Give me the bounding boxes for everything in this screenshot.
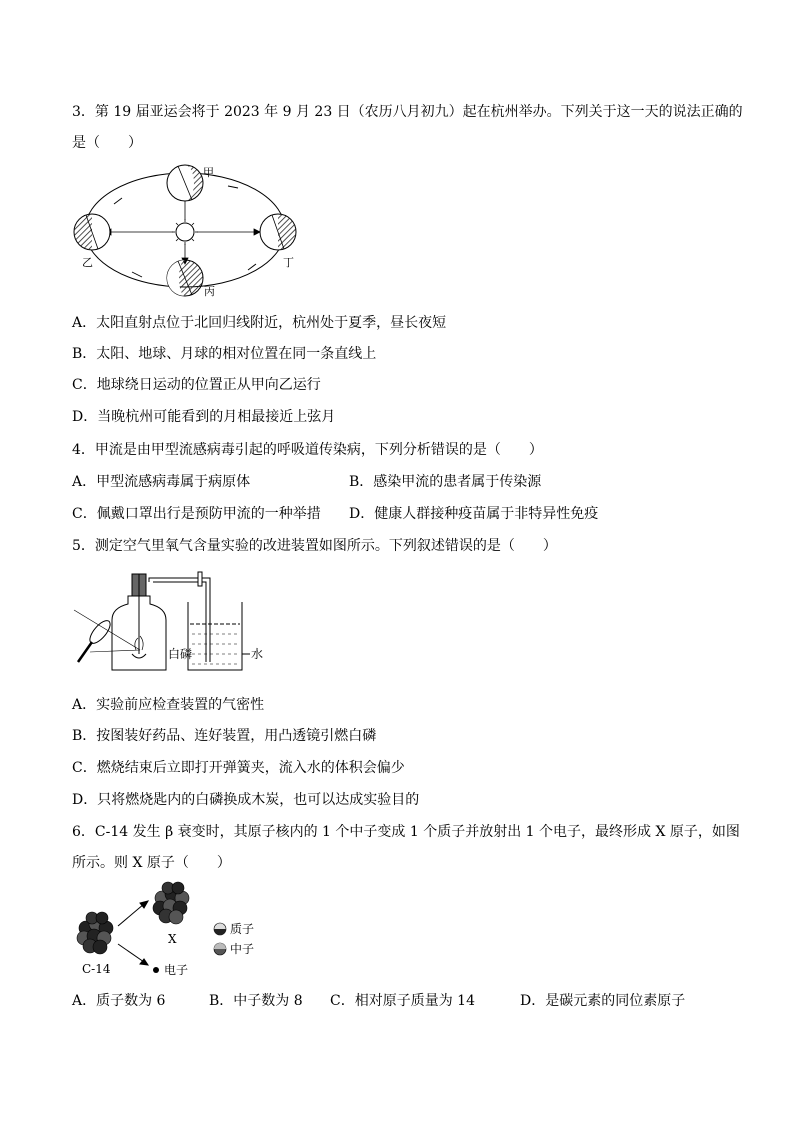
- q4-option-b: B．感染甲流的患者属于传染源: [349, 474, 542, 490]
- earth-position-jia: [167, 165, 203, 201]
- sun-icon: [172, 219, 198, 245]
- label-x: X: [168, 932, 177, 946]
- electron-dot: [153, 967, 159, 973]
- earth-position-yi: [74, 214, 110, 250]
- oxygen-apparatus-figure: [70, 562, 280, 677]
- label-bing: 丙: [204, 285, 215, 298]
- q6-option-d: D．是碳元素的同位素原子: [520, 993, 686, 1009]
- q4-option-d: D．健康人群接种疫苗属于非特异性免疫: [349, 506, 599, 522]
- label-yi: 乙: [82, 256, 93, 269]
- x-nucleus: [153, 882, 189, 924]
- q5-option-c: C．燃烧结束后立即打开弹簧夹，流入水的体积会偏少: [72, 760, 405, 776]
- earth-position-bing: [167, 260, 203, 296]
- q6-option-c: C．相对原子质量为 14: [330, 993, 475, 1009]
- gas-bottle: [112, 574, 166, 670]
- q3-option-d: D．当晚杭州可能看到的月相最接近上弦月: [72, 409, 336, 425]
- label-white-phosphorus: 白磷: [168, 647, 193, 661]
- q5-option-b: B．按图装好药品、连好装置，用凸透镜引燃白磷: [72, 728, 377, 744]
- label-proton: 质子: [230, 922, 255, 936]
- q6-stem-line1: 6．C-14 发生 β 衰变时，其原子核内的 1 个中子变成 1 个质子并放射出 1 个电子，最终形成 X 原子，如图: [72, 824, 740, 840]
- convex-lens-icon: [74, 610, 140, 662]
- q5-option-a: A．实验前应检查装置的气密性: [72, 697, 265, 713]
- beta-decay-figure: [72, 880, 272, 980]
- label-c14: C-14: [82, 962, 111, 976]
- earth-orbit-figure: [70, 160, 310, 300]
- q3-stem-line1: 3．第 19 届亚运会将于 2023 年 9 月 23 日（农历八月初九）起在杭州举办。下列关于这一天的说法正确的: [72, 104, 743, 120]
- q4-option-a: A．甲型流感病毒属于病原体: [72, 474, 251, 490]
- c14-nucleus: [77, 912, 113, 954]
- q3-option-a: A．太阳直射点位于北回归线附近，杭州处于夏季，昼长夜短: [72, 315, 447, 331]
- q5-option-d: D．只将燃烧匙内的白磷换成木炭，也可以达成实验目的: [72, 792, 420, 808]
- q3-option-b: B．太阳、地球、月球的相对位置在同一条直线上: [72, 346, 377, 362]
- label-electron: 电子: [164, 963, 189, 977]
- label-jia: 甲: [203, 166, 214, 179]
- label-ding: 丁: [283, 256, 294, 269]
- q5-stem: 5．测定空气里氧气含量实验的改进装置如图所示。下列叙述错误的是（ ）: [72, 538, 557, 554]
- label-neutron: 中子: [230, 942, 255, 956]
- q6-option-b: B．中子数为 8: [209, 993, 303, 1009]
- q3-option-c: C．地球绕日运动的位置正从甲向乙运行: [72, 377, 321, 393]
- label-water: 水: [251, 647, 264, 661]
- earth-position-ding: [260, 214, 296, 250]
- q4-stem: 4．甲流是由甲型流感病毒引起的呼吸道传染病，下列分析错误的是（ ）: [72, 442, 543, 458]
- q4-option-c: C．佩戴口罩出行是预防甲流的一种举措: [72, 506, 321, 522]
- proton-legend-icon: [214, 923, 226, 935]
- q3-stem-line2: 是（ ）: [72, 135, 142, 151]
- q6-option-a: A．质子数为 6: [72, 993, 166, 1009]
- q6-stem-line2: 所示。则 X 原子（ ）: [72, 855, 231, 871]
- neutron-legend-icon: [214, 943, 226, 955]
- beaker: [188, 602, 250, 670]
